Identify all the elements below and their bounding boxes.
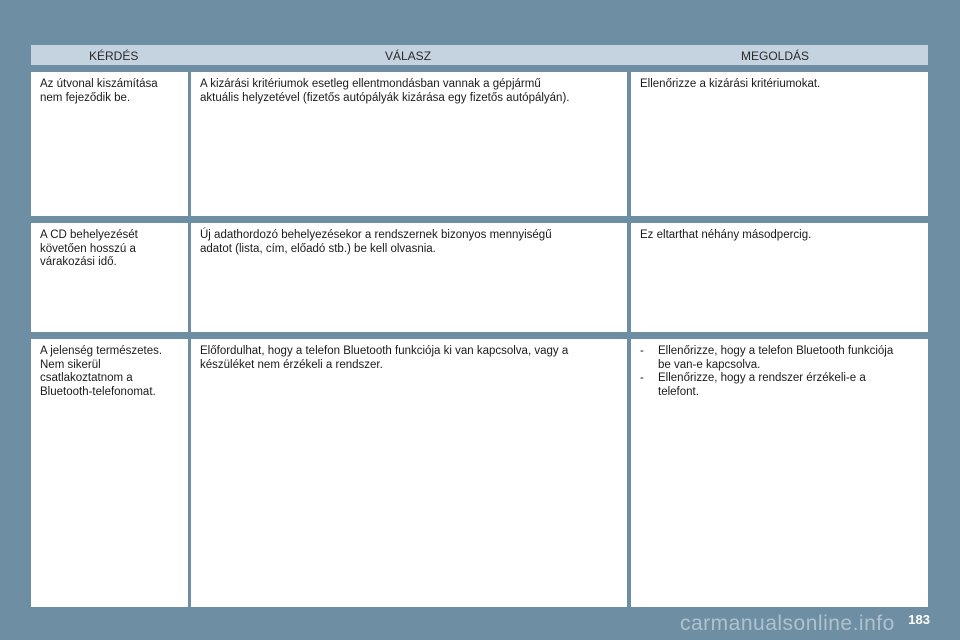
row2-question: A CD behelyezését követően hosszú a várakozási idő. — [40, 229, 138, 268]
row1-question: Az útvonal kiszámítása nem fejeződik be. — [40, 78, 158, 104]
row2-answer-cell — [191, 223, 627, 332]
header-answer: VÁLASZ — [385, 49, 432, 63]
table-header — [31, 45, 928, 65]
row3-solution-list — [640, 345, 919, 399]
row3-solution-item-1: - Ellenőrizze, hogy a telefon Bluetooth funkciója be van-e kapcsolva. — [640, 345, 919, 372]
page-number: 183 — [908, 612, 930, 627]
row1-question-cell — [31, 72, 188, 216]
row3-answer-cell — [191, 339, 627, 607]
row1-solution: Ellenőrizze a kizárási kritériumokat. — [640, 78, 821, 90]
row3-solution-cell — [631, 339, 928, 607]
row3-solution-item-2: - Ellenőrizze, hogy a rendszer érzékeli-e a telefont. — [640, 372, 919, 399]
row3-question-cell — [31, 339, 188, 607]
row1-answer-cell — [191, 72, 627, 216]
row1-solution-cell — [631, 72, 928, 216]
row3-answer: Előfordulhat, hogy a telefon Bluetooth funkciója ki van kapcsolva, vagy a készüléket nem érzékeli a rendszer. — [200, 345, 569, 371]
row2-answer: Új adathordozó behelyezésekor a rendszernek bizonyos mennyiségű adatot (lista, cím, előadó stb.) be kell olvasnia. — [200, 229, 552, 255]
row2-solution-cell — [631, 223, 928, 332]
watermark: carmanualsonline.info — [680, 612, 895, 635]
header-question: KÉRDÉS — [89, 49, 139, 63]
row2-solution: Ez eltarthat néhány másodpercig. — [640, 229, 812, 241]
row1-answer: A kizárási kritériumok esetleg ellentmondásban vannak a gépjármű aktuális helyzetével (fizetős autópályák kizárása egy fizetős autópályán). — [200, 78, 570, 104]
row3-question: A jelenség természetes. Nem sikerül csatlakoztatnom a Bluetooth-telefonomat. — [40, 345, 163, 398]
row2-question-cell — [31, 223, 188, 332]
header-solution: MEGOLDÁS — [741, 49, 810, 63]
